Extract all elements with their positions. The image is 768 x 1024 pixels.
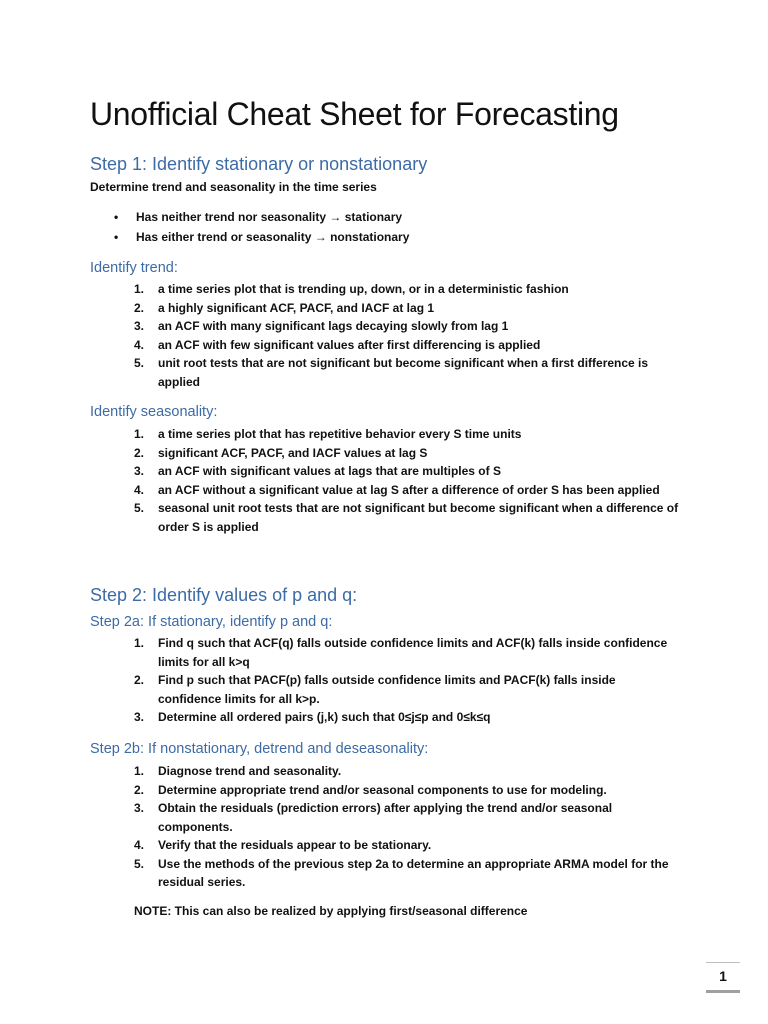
list-item — [134, 462, 679, 481]
note — [134, 904, 527, 918]
list-number: 1. — [134, 636, 145, 650]
list-text: an ACF with many significant lags decaying slowly from lag 1 — [158, 319, 509, 333]
step1-intro: Determine trend and seasonality in the time series — [90, 180, 377, 194]
identify-seasonality-heading: Identify seasonality: — [90, 404, 218, 420]
list-item — [134, 425, 679, 444]
list-item — [134, 799, 679, 836]
list-number: 2. — [134, 300, 145, 315]
list-number: 4. — [134, 838, 145, 852]
list-item — [134, 280, 679, 299]
list-number: 1. — [134, 427, 145, 441]
list-item — [134, 444, 679, 463]
list-number: 1. — [134, 282, 145, 296]
list-item — [134, 855, 679, 892]
list-text: Use the methods of the previous step 2a to determine an appropriate ARMA model for the residual series. — [158, 856, 669, 889]
step2-heading: Step 2: Identify values of p and q: — [90, 585, 358, 605]
list-text: Determine all ordered pairs (j,k) such that 0≤j≤p and 0≤k≤q — [158, 710, 491, 724]
list-number: 1. — [134, 764, 145, 778]
list-text: Find p such that PACF(p) falls outside confidence limits and PACF(k) falls inside confidence limits for all k>p. — [158, 673, 616, 706]
list-text: a time series plot that is trending up, down, or in a deterministic fashion — [158, 282, 569, 296]
list-number: 2. — [134, 782, 145, 797]
list-text: Diagnose trend and seasonality. — [158, 764, 342, 778]
list-text: Verify that the residuals appear to be stationary. — [158, 838, 432, 852]
list-item — [134, 354, 679, 391]
list-item — [134, 299, 679, 318]
step2a-heading: Step 2a: If stationary, identify p and q: — [90, 614, 333, 630]
page-number-rule-bottom — [706, 990, 740, 993]
list-text: Find q such that ACF(q) falls outside confidence limits and ACF(k) falls inside confidence limits for all k>q — [158, 636, 668, 669]
list-text: seasonal unit root tests that are not significant but become significant when a difference of order S is applied — [158, 501, 679, 534]
step2a-list — [134, 634, 679, 727]
list-number: 2. — [134, 445, 145, 460]
note-label: NOTE: — [134, 904, 172, 918]
list-item — [134, 499, 679, 536]
list-number: 5. — [134, 501, 145, 515]
list-item — [134, 317, 679, 336]
list-number: 3. — [134, 801, 145, 815]
list-text: an ACF with few significant values after first differencing is applied — [158, 337, 541, 352]
list-text: unit root tests that are not significant but become significant when a first difference is applied — [158, 356, 649, 389]
page-title: Unofficial Cheat Sheet for Forecasting — [90, 96, 619, 132]
step2b-heading: Step 2b: If nonstationary, detrend and deseasonality: — [90, 741, 429, 757]
list-item — [134, 634, 679, 671]
list-number: 2. — [134, 673, 145, 687]
identify-trend-heading: Identify trend: — [90, 260, 178, 276]
step1-bullets — [90, 207, 409, 247]
list-number: 3. — [134, 710, 145, 724]
list-number: 4. — [134, 337, 145, 352]
list-text: Determine appropriate trend and/or seasonal components to use for modeling. — [158, 782, 607, 797]
bullet-item: • Has neither trend nor seasonality → stationary — [90, 207, 409, 227]
bullet-item: • Has either trend or seasonality → nonstationary — [90, 227, 409, 247]
step2b-list — [134, 762, 679, 892]
list-number: 3. — [134, 464, 145, 478]
trend-list — [134, 280, 679, 391]
list-item — [134, 836, 679, 855]
list-item — [134, 336, 679, 355]
list-item — [134, 781, 679, 800]
list-text: an ACF without a significant value at lag S after a difference of order S has been applied — [158, 482, 660, 497]
seasonality-list — [134, 425, 679, 536]
list-text: Obtain the residuals (prediction errors) after applying the trend and/or seasonal components. — [158, 801, 613, 834]
list-number: 5. — [134, 856, 145, 871]
list-text: a highly significant ACF, PACF, and IACF at lag 1 — [158, 300, 435, 315]
list-text: significant ACF, PACF, and IACF values at lag S — [158, 445, 428, 460]
list-text: a time series plot that has repetitive behavior every S time units — [158, 427, 522, 441]
list-item — [134, 481, 679, 500]
step1-heading: Step 1: Identify stationary or nonstationary — [90, 154, 428, 174]
list-item — [134, 762, 679, 781]
list-number: 3. — [134, 319, 145, 333]
list-text: an ACF with significant values at lags that are multiples of S — [158, 464, 501, 478]
list-number: 5. — [134, 356, 145, 370]
list-item — [134, 671, 679, 708]
page-number: 1 — [719, 968, 727, 984]
note-text: This can also be realized by applying first/seasonal difference — [171, 904, 528, 918]
page-number-box — [706, 962, 740, 993]
list-item — [134, 708, 679, 727]
list-number: 4. — [134, 482, 145, 497]
